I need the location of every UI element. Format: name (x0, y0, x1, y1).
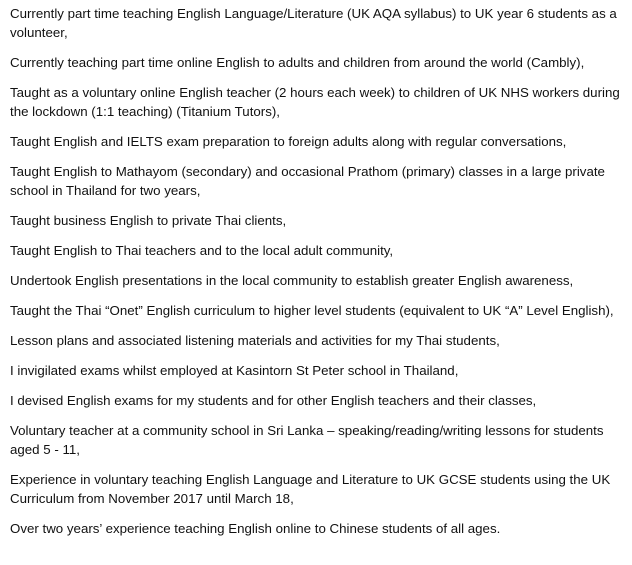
experience-entry-4: Taught English and IELTS exam preparation to foreign adults along with regular conversations, (10, 134, 567, 149)
experience-entry-12: I devised English exams for my students and for other English teachers and their classes, (10, 393, 537, 408)
experience-entry-15: Over two years’ experience teaching English online to Chinese students of all ages. (10, 521, 501, 536)
experience-entry-9: Taught the Thai “Onet” English curriculum to higher level students (equivalent to UK “A” Level English), (10, 303, 614, 318)
experience-entry-5: Taught English to Mathayom (secondary) and occasional Prathom (primary) classes in a large private school in Thailand for two years, (10, 164, 605, 198)
experience-entry-14: Experience in voluntary teaching English Language and Literature to UK GCSE students using the UK Curriculum from November 2017 until March 18, (10, 472, 611, 506)
experience-entry-6: Taught business English to private Thai clients, (10, 213, 287, 228)
experience-entry-1: Currently part time teaching English Language/Literature (UK AQA syllabus) to UK year 6 students as a volunteer, (10, 6, 617, 40)
experience-entry-13: Voluntary teacher at a community school in Sri Lanka – speaking/reading/writing lessons for students aged 5 - 11, (10, 423, 604, 457)
experience-entry-10: Lesson plans and associated listening materials and activities for my Thai students, (10, 333, 500, 348)
experience-entry-7: Taught English to Thai teachers and to the local adult community, (10, 243, 394, 258)
experience-entry-8: Undertook English presentations in the local community to establish greater English awareness, (10, 273, 574, 288)
experience-entry-11: I invigilated exams whilst employed at Kasintorn St Peter school in Thailand, (10, 363, 459, 378)
experience-entry-2: Currently teaching part time online English to adults and children from around the world (Cambly), (10, 55, 585, 70)
experience-entry-3: Taught as a voluntary online English teacher (2 hours each week) to children of UK NHS workers during the lockdown (1:1 teaching) (Titanium Tutors), (10, 85, 620, 119)
